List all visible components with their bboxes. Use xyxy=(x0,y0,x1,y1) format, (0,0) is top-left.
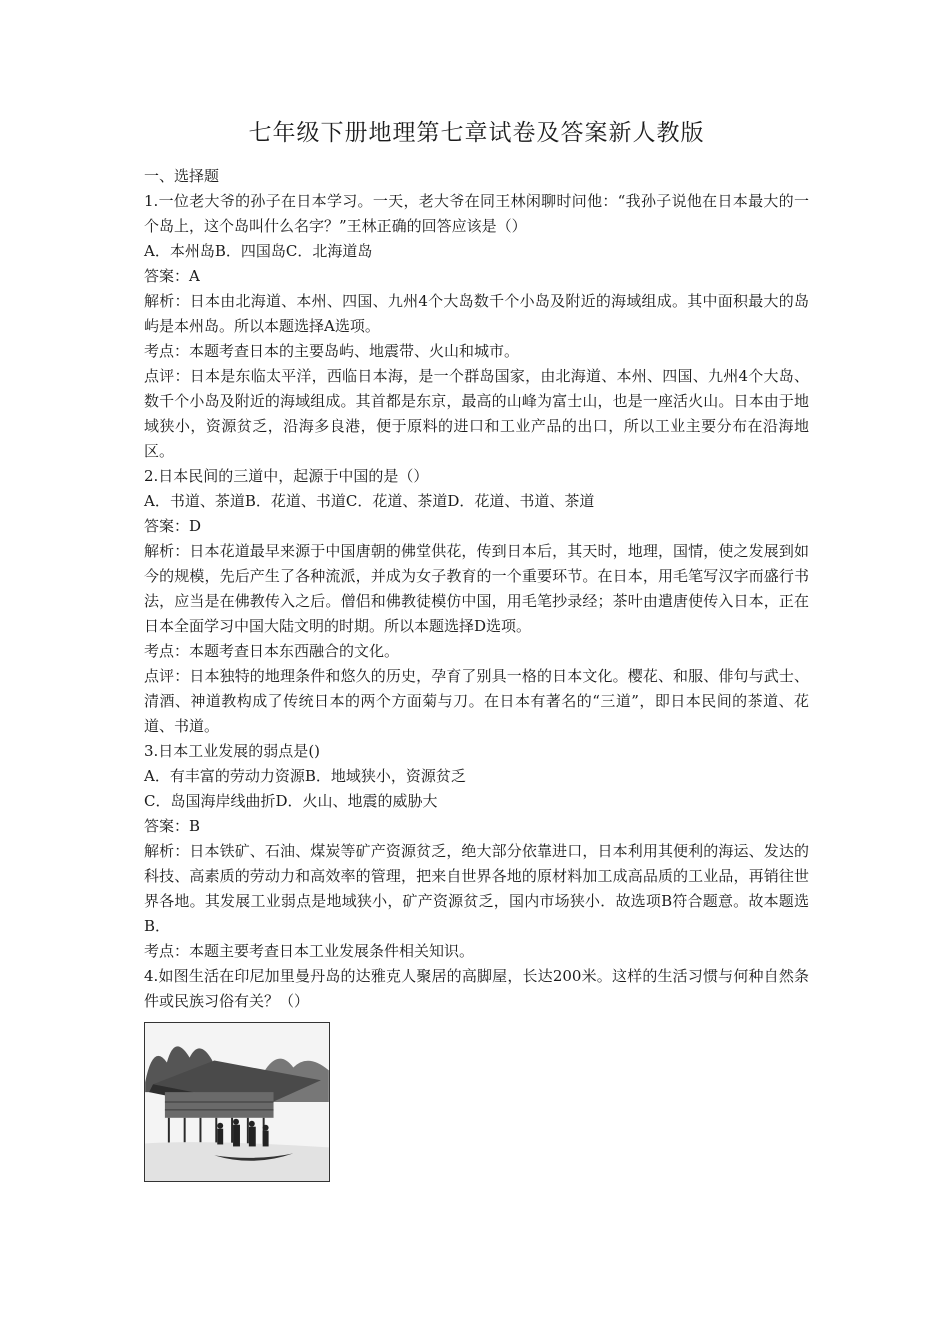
q3-analysis: 解析：日本铁矿、石油、煤炭等矿产资源贫乏，绝大部分依靠进口，日本利用其便利的海运、发达的科技、高素质的劳动力和高效率的管理，把来自世界各地的原材料加工成高品质的工业品，再销往世界各地。其发展工业弱点是地域狭小，矿产资源贫乏，国内市场狭小．故选项B符合题意。故本题选B． xyxy=(144,842,809,935)
q2-answer: 答案：D xyxy=(144,517,202,535)
q3-options-line1: A．有丰富的劳动力资源B．地域狭小，资源贫乏 xyxy=(144,767,466,785)
stilt-house-drawing xyxy=(145,1023,329,1181)
q1-stem: 1.一位老大爷的孙子在日本学习。一天，老大爷在同王林闲聊时问他：“我孙子说他在日本最大的一个岛上，这个岛叫什么名字？”王林正确的回答应该是（） xyxy=(144,192,809,235)
q3-point: 考点：本题主要考查日本工业发展条件相关知识。 xyxy=(144,942,475,960)
q1-analysis: 解析：日本由北海道、本州、四国、九州4个大岛数千个小岛及附近的海域组成。其中面积最大的岛屿是本州岛。所以本题选择A选项。 xyxy=(144,292,809,335)
q3-options-line2: C．岛国海岸线曲折D．火山、地震的威胁大 xyxy=(144,792,438,810)
q2-stem: 2.日本民间的三道中，起源于中国的是（） xyxy=(144,467,429,485)
q1-answer: 答案：A xyxy=(144,267,200,285)
document-page xyxy=(144,118,809,1182)
document-title: 七年级下册地理第七章试卷及答案新人教版 xyxy=(248,120,705,146)
q1-point: 考点：本题考查日本的主要岛屿、地震带、火山和城市。 xyxy=(144,342,520,360)
q1-options: A．本州岛B．四国岛C．北海道岛 xyxy=(144,242,373,260)
q2-point: 考点：本题考查日本东西融合的文化。 xyxy=(144,642,400,660)
q2-comment: 点评：日本独特的地理条件和悠久的历史，孕育了别具一格的日本文化。樱花、和服、俳句与武士、清酒、神道教构成了传统日本的两个方面菊与刀。在日本有著名的“三道”，即日本民间的茶道、花道、书道。 xyxy=(144,667,809,735)
q3-stem: 3.日本工业发展的弱点是() xyxy=(144,742,321,760)
q1-comment: 点评：日本是东临太平洋，西临日本海，是一个群岛国家，由北海道、本州、四国、九州4个大岛、数千个小岛及附近的海域组成。其首都是东京，最高的山峰为富士山，也是一座活火山。日本由于地域狭小，资源贫乏，沿海多良港，便于原料的进口和工业产品的出口，所以工业主要分布在沿海地区。 xyxy=(144,367,809,460)
stilt-house-illustration xyxy=(144,1022,330,1182)
section-heading: 一、选择题 xyxy=(144,167,220,185)
q2-analysis: 解析：日本花道最早来源于中国唐朝的佛堂供花，传到日本后，其天时，地理，国情，使之发展到如今的规模，先后产生了各种流派，并成为女子教育的一个重要环节。在日本，用毛笔写汉字而盛行书法，应当是在佛教传入之后。僧侣和佛教徒模仿中国，用毛笔抄录经；茶叶由遣唐使传入日本，正在日本全面学习中国大陆文明的时期。所以本题选择D选项。 xyxy=(144,542,809,635)
q2-options: A．书道、茶道B．花道、书道C．花道、茶道D．花道、书道、茶道 xyxy=(144,492,595,510)
q4-stem: 4.如图生活在印尼加里曼丹岛的达雅克人聚居的高脚屋，长达200米。这样的生活习惯与何种自然条件或民族习俗有关？（） xyxy=(144,967,809,1010)
q3-answer: 答案：B xyxy=(144,817,201,835)
